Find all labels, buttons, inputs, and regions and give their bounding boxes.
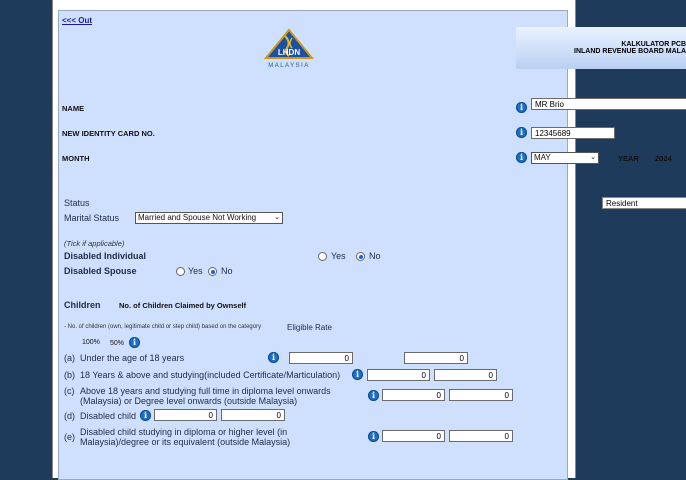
row-e-50-input[interactable]: 0 [449,430,513,442]
status-label: Status [64,198,90,208]
info-icon[interactable]: i [129,337,140,348]
marital-label: Marital Status [64,213,120,223]
row-e-text-line2: Malaysia)/degree or its equivalent (outside Malaysia) [80,437,291,447]
row-a-text: Under the age of 18 years [80,353,185,363]
info-icon[interactable]: i [516,152,527,163]
info-icon[interactable]: i [268,352,279,363]
status-field: Resident [602,197,686,209]
children-note: - No. of children (own, legitimate child or step child) based on the category [64,324,262,330]
header-line2: INLAND REVENUE BOARD MALA [574,48,686,55]
month-label: MONTH [62,154,90,163]
info-icon[interactable]: i [516,102,527,113]
chevron-down-icon: ⌄ [274,214,280,221]
row-d-letter: (d) [64,411,75,421]
row-a-50-input[interactable]: 0 [404,352,468,364]
back-out-link[interactable]: <<< Out [62,16,93,25]
row-b-100-input[interactable]: 0 [367,369,430,381]
disabled-individual-yes-radio[interactable] [318,252,327,261]
month-select[interactable] [531,152,599,164]
row-a-100-input[interactable]: 0 [289,352,353,364]
yes-label: Yes [331,251,346,261]
disabled-spouse-no-radio[interactable] [208,267,217,276]
row-e-text-line1: Disabled child studying in diploma or higher level (in [80,427,288,437]
row-d-text: Disabled child [80,411,137,421]
children-claimed-label: No. of Children Claimed by Ownself [119,301,247,310]
row-a-letter: (a) [64,353,75,363]
row-c-100-input[interactable]: 0 [382,389,445,401]
year-value: 2024 [655,154,672,163]
disabled-individual-no-radio[interactable] [356,252,365,261]
yes-label: Yes [188,266,203,276]
year-label: YEAR [618,154,639,163]
row-c-letter: (c) [64,386,75,396]
row-d-50-input[interactable]: 0 [221,409,285,421]
ic-input[interactable]: 12345689 [531,127,615,139]
row-e-letter: (e) [64,432,75,442]
disabled-spouse-yes-radio[interactable] [176,267,185,276]
row-d-100-input[interactable]: 0 [154,409,217,421]
disabled-individual-label: Disabled Individual [64,251,147,261]
row-c-text-line1: Above 18 years and studying full time in diploma level onwards [80,386,331,396]
row-e-100-input[interactable]: 0 [382,430,445,442]
name-input[interactable]: MR Brio [531,98,686,110]
tick-note: (Tick if applicable) [64,239,125,248]
ic-label: NEW IDENTITY CARD NO. [62,129,155,138]
month-value: MAY [534,153,551,162]
logo-subtext: MALAYSIA [268,63,310,69]
info-icon[interactable]: i [368,390,379,401]
form-area [58,10,568,480]
row-c-50-input[interactable]: 0 [449,389,513,401]
rate-100: 100% [82,339,100,346]
info-icon[interactable]: i [516,127,527,138]
logo-text: LHDN [277,48,301,57]
no-label: No [221,266,233,276]
calculator-header [516,27,686,69]
chevron-down-icon: ⌄ [590,154,596,161]
row-c-text-line2: (Malaysia) or Degree level onwards (outside Malaysia) [80,396,298,406]
info-icon[interactable]: i [140,410,151,421]
marital-select[interactable] [135,212,283,224]
children-title: Children [64,300,101,310]
name-label: NAME [62,104,85,113]
lhdn-logo [258,28,320,70]
eligible-rate: Eligible Rate [287,323,332,332]
rate-50: 50% [110,340,125,347]
info-icon[interactable]: i [368,431,379,442]
no-label: No [369,251,381,261]
row-b-text: 18 Years & above and studying(included Certificate/Marticulation) [80,370,341,380]
row-b-letter: (b) [64,370,75,380]
disabled-spouse-label: Disabled Spouse [64,266,137,276]
row-b-50-input[interactable]: 0 [434,369,497,381]
header-line1: KALKULATOR PCB [621,41,686,48]
info-icon[interactable]: i [352,369,363,380]
marital-value: Married and Spouse Not Working [138,213,257,222]
